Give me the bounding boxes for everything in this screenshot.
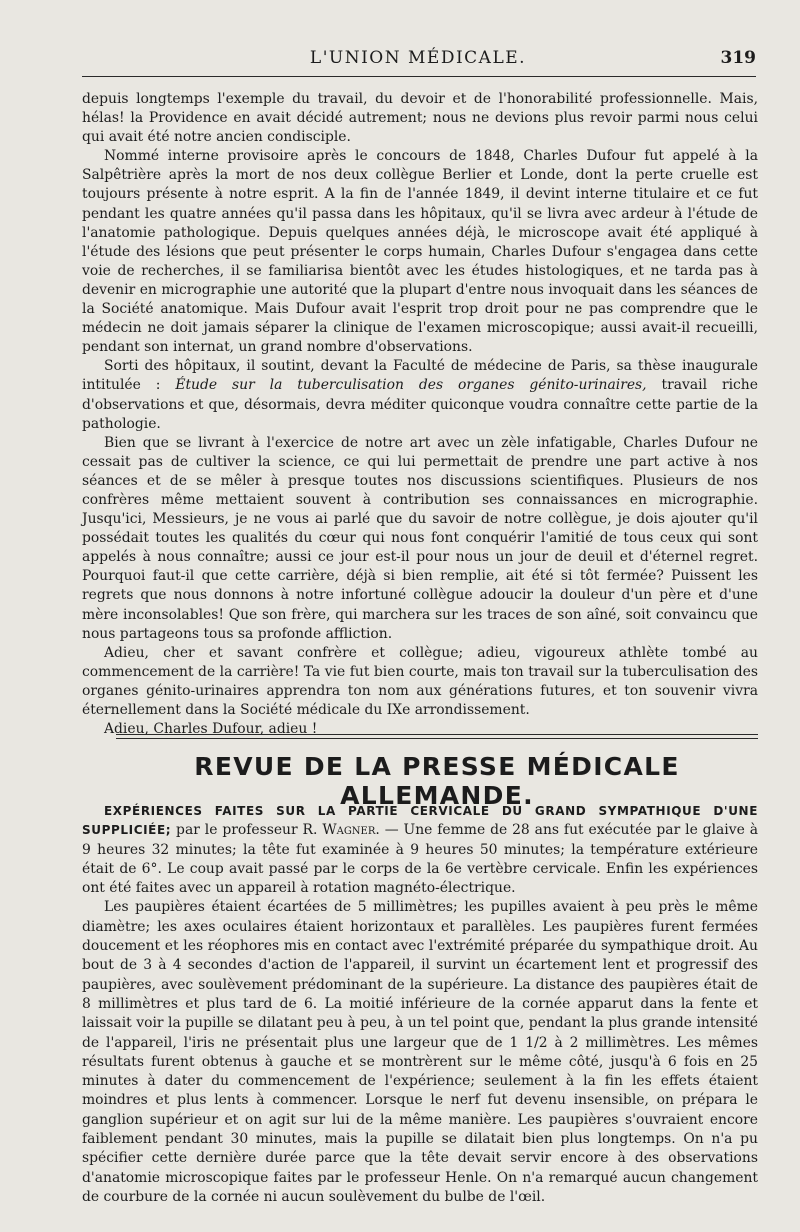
paragraph: Adieu, Charles Dufour, adieu ! bbox=[104, 721, 318, 738]
section-divider bbox=[116, 734, 758, 739]
running-title: L'UNION MÉDICALE. bbox=[309, 48, 527, 68]
section-body bbox=[82, 802, 758, 1207]
thesis-title: Étude sur la tuberculisation des organes génito-urinaires, bbox=[175, 377, 647, 394]
paragraph: Adieu, cher et savant confrère et collègue; adieu, vigoureux athlète tombé au commencement de la carrière! Ta vie fut bien courte, mais ton travail sur la tuberculisation des organes génito-urinaires apprendra ton nom aux générations futures, et ton souvenir vivra éternellement dans la Société médicale du IXe arrondissement. bbox=[82, 644, 758, 718]
text-span: — Une femme de 28 ans fut exécutée par le glaive à 9 heures 32 minutes; la tête fut examinée à 9 heures 50 minutes; la température extérieure était de 6°. Le coup avait passé par le corps de la 6e vertèbre cervicale. Enfin les expériences ont été faites avec un appareil à rotation magnéto-électrique. bbox=[82, 822, 758, 897]
text-span: par le professeur bbox=[171, 822, 303, 839]
page-number: 319 bbox=[720, 48, 756, 68]
paragraph: Les paupières étaient écartées de 5 millimètres; les pupilles avaient à peu près le même diamètre; les axes oculaires étaient horizontaux et parallèles. Les paupières furent fermées doucement et les réophores mis en contact avec l'extrémité préparée du sympathique droit. Au bout de 3 à 4 secondes d'action de l'appareil, il survint un écartement lent et progressif des paupières, avec soulèvement prédominant de la supérieure. La distance des paupières était de 8 millimètres et plus tard de 6. La moitié inférieure de la cornée apparut dans la fente et laissait voir la pupille se dilatant peu à peu, à un tel point que, pendant la plus grande intensité de l'appareil, l'iris ne présentait plus une largeur que de 1 1/2 à 2 millimètres. Les mêmes résultats furent obtenus à gauche et se montrèrent sur le même côté, jusqu'à 6 fois en 25 minutes à dater du commencement de l'expérience; seulement à la fin les effets étaient moindres et plus lents à commencer. Lorsque le nerf fut devenu insensible, on prépara le ganglion supérieur et on agit sur lui de la même manière. Les paupières s'ouvraient encore faiblement pendant 30 minutes, mais la pupille se dilatait bien plus longtemps. On n'a pu spécifier cette dernière durée parce que la tête devait servir encore à des observations d'anatomie microscopique faites par le professeur Henle. On n'a remarqué aucun changement de courbure de la cornée ni aucun soulèvement du bulbe de l'œil. bbox=[82, 899, 758, 1205]
paragraph bbox=[82, 802, 758, 898]
text-span: travail riche d'observations et que, désormais, devra méditer quiconque voudra connaître cette partie de la pathologie. bbox=[82, 377, 758, 432]
section-title: REVUE DE LA PRESSE MÉDICALE ALLEMANDE. bbox=[194, 752, 680, 810]
paragraph: Nommé interne provisoire après le concours de 1848, Charles Dufour fut appelé à la Salpêtrière après la mort de nos deux collègue Berlier et Londe, dont la perte cruelle est toujours présente à notre esprit. A la fin de l'année 1849, il devint interne titulaire et ce fut pendant les quatre années qu'il passa dans les hôpitaux, qu'il se livra avec ardeur à l'étude de l'anatomie pathologique. Depuis quelques années déjà, le microscope avait été appliqué à l'étude des lésions que peut présenter le corps humain, Charles Dufour s'engagea dans cette voie de recherches, il se familiarisa bientôt avec les études histologiques, et ne tarda pas à devenir en micrographie une autorité que la plupart d'entre nous invoquait dans les séances de la Société anatomique. Mais Dufour avait l'esprit trop droit pour ne pas comprendre que le médecin ne doit jamais séparer la clinique de l'examen microscopique; aussi avait-il recueilli, pendant son internat, un grand nombre d'observations. bbox=[82, 148, 758, 356]
author-name: R. Wagner. bbox=[302, 822, 380, 839]
paragraph: depuis longtemps l'exemple du travail, du devoir et de l'honorabilité professionnelle. Mais, hélas! la Providence en avait décidé autrement; nous ne devions plus revoir parmi nous celui qui avait été notre ancien condisciple. bbox=[82, 91, 758, 146]
paragraph bbox=[82, 357, 758, 433]
page-header bbox=[80, 48, 756, 72]
text-span: Sorti des hôpitaux, il soutint, devant la Faculté de médecine de Paris, sa thèse inaugurale intitulée : bbox=[82, 358, 758, 394]
paragraph: Bien que se livrant à l'exercice de notre art avec un zèle infatigable, Charles Dufour ne cessait pas de cultiver la science, ce qui lui permettait de prendre une part active à nos séances et de se mêler à presque toutes nos discussions scientifiques. Plusieurs de nos confrères même mettaient souvent à contribution ses connaissances en micrographie. Jusqu'ici, Messieurs, je ne vous ai parlé que du savoir de notre collègue, je dois ajouter qu'il possédait toutes les qualités du cœur qui nous font conquérir l'amitié de tous ceux qui sont appelés à nous connaître; aussi ce jour est-il pour nous un jour de deuil et d'éternel regret. Pourquoi faut-il que cette carrière, déjà si bien remplie, ait été si tôt fermée? Puissent les regrets que nous donnons à notre infortuné collègue adoucir la douleur d'un père et d'une mère inconsolables! Que son frère, qui marchera sur les traces de son aîné, soit convaincu que nous partageons tous sa profonde affliction. bbox=[82, 434, 758, 642]
header-rule bbox=[82, 76, 756, 77]
article-heading: EXPÉRIENCES FAITES SUR LA PARTIE CERVICALE DU GRAND SYMPATHIQUE D'UNE SUPPLICIÉE; bbox=[82, 804, 758, 838]
eulogy-text bbox=[82, 90, 758, 739]
